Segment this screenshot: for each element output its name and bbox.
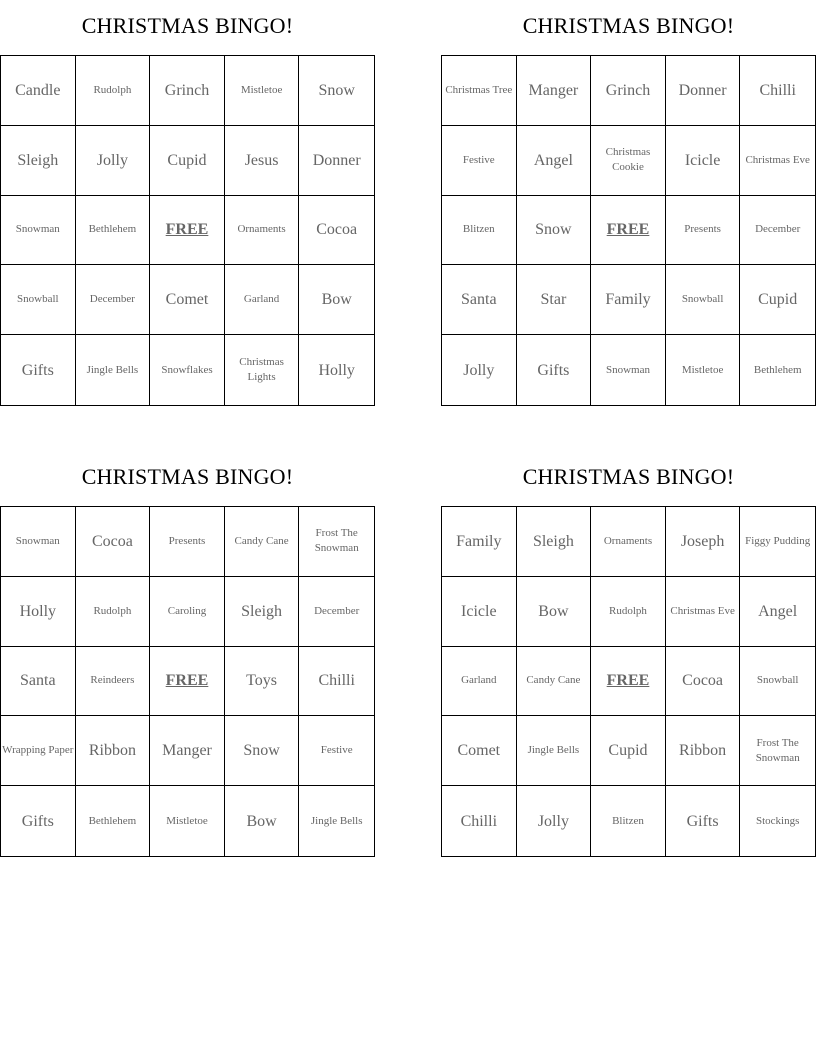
bingo-cell: Snowman [1,196,76,266]
bingo-cell: Santa [442,265,517,335]
bingo-cell: Christmas Eve [666,577,741,647]
bingo-cell: Gifts [1,335,76,405]
card-title: CHRISTMAS BINGO! [522,464,735,489]
bingo-cell: Reindeers [76,647,151,717]
card-title: CHRISTMAS BINGO! [81,464,294,489]
bingo-cell: Caroling [150,577,225,647]
bingo-cell: Snow [225,716,300,786]
bingo-cell: December [299,577,374,647]
bingo-cell: Candy Cane [517,647,592,717]
bingo-cell: Figgy Pudding [740,507,815,577]
bingo-cell: Sleigh [517,507,592,577]
bingo-cell: Rudolph [76,577,151,647]
bingo-cell: Joseph [666,507,741,577]
bingo-cell: Ribbon [76,716,151,786]
bingo-cell: Christmas Eve [740,126,815,196]
free-space-cell: FREE [591,647,666,717]
bingo-cell: Mistletoe [150,786,225,856]
bingo-cell: Snowball [740,647,815,717]
bingo-cell: Stockings [755,814,800,827]
bingo-cell: Christmas Lights [225,335,300,405]
bingo-cell: Jolly [517,786,592,856]
bingo-cell: Jingle Bells [76,335,151,405]
free-space-cell: FREE [150,647,225,717]
bingo-grid [0,55,375,406]
bingo-cell: Bethlehem [76,786,151,856]
bingo-cell: December [76,265,151,335]
free-space-cell: FREE [150,196,225,266]
bingo-cell: Chilli [442,786,517,856]
bingo-cell: Bow [517,577,592,647]
bingo-cell: Angel [517,126,592,196]
bingo-cell: Ornaments [225,196,300,266]
bingo-cell: Toys [225,647,300,717]
bingo-cell: Cupid [591,716,666,786]
bingo-cell: Cupid [150,126,225,196]
bingo-cell: Christmas Cookie [591,126,666,196]
bingo-cell: Festive [442,126,517,196]
bingo-cell: Bow [225,786,300,856]
bingo-cell: Jingle Bells [310,814,363,827]
bingo-cell: Family [442,507,517,577]
card-title: CHRISTMAS BINGO! [522,13,735,38]
bingo-cell: Ornaments [591,507,666,577]
bingo-cell: Candy Cane [225,507,300,577]
bingo-cell: Cocoa [299,196,374,266]
bingo-cell: Blitzen [442,196,517,266]
bingo-cell: Angel [740,577,815,647]
bingo-cell: Bethlehem [76,196,151,266]
bingo-cell: Garland [225,265,300,335]
bingo-cell: Gifts [666,786,741,856]
bingo-cell: Sleigh [225,577,300,647]
bingo-cell: Manger [517,56,592,126]
bingo-cell: Bethlehem [753,363,802,376]
bingo-cell: Festive [299,716,374,786]
bingo-cell: Comet [150,265,225,335]
card-title: CHRISTMAS BINGO! [81,13,294,38]
bingo-cell: Presents [150,507,225,577]
bingo-cell: Donner [299,126,374,196]
bingo-cell: Santa [1,647,76,717]
bingo-cell: Jesus [225,126,300,196]
bingo-cell: Sleigh [1,126,76,196]
bingo-cell: Gifts [517,335,592,405]
bingo-cell: Holly [318,361,355,379]
bingo-cell: Presents [666,196,741,266]
bingo-cell: Frost The Snowman [299,507,374,577]
bingo-cell: December [740,196,815,266]
bingo-cell: Star [517,265,592,335]
bingo-cell: Snow [299,56,374,126]
bingo-cell: Jingle Bells [517,716,592,786]
bingo-cell: Mistletoe [666,335,741,405]
bingo-grid [441,506,816,857]
bingo-cell: Manger [150,716,225,786]
bingo-cell: Jolly [442,335,517,405]
bingo-cell: Ribbon [666,716,741,786]
bingo-cell: Chilli [740,56,815,126]
bingo-cell: Icicle [666,126,741,196]
bingo-cell: Snowball [1,265,76,335]
bingo-cell: Comet [442,716,517,786]
bingo-cell: Snowball [666,265,741,335]
free-space-cell: FREE [591,196,666,266]
bingo-cell: Grinch [150,56,225,126]
bingo-cell: Garland [442,647,517,717]
bingo-cell: Blitzen [591,786,666,856]
bingo-cell: Bow [299,265,374,335]
bingo-cell: Christmas Tree [442,56,517,126]
bingo-cell: Donner [666,56,741,126]
bingo-cell: Snowman [591,335,666,405]
bingo-cell: Grinch [591,56,666,126]
bingo-cell: Chilli [299,647,374,717]
bingo-cell: Gifts [1,786,76,856]
bingo-cell: Rudolph [591,577,666,647]
bingo-cell: Cupid [740,265,815,335]
bingo-cell: Cocoa [76,507,151,577]
bingo-cell: Frost The Snowman [740,716,815,786]
bingo-grid [441,55,816,406]
bingo-cell: Snow [517,196,592,266]
bingo-cell: Icicle [442,577,517,647]
bingo-cell: Family [591,265,666,335]
bingo-cell: Candle [1,56,76,126]
bingo-cell: Cocoa [666,647,741,717]
bingo-cell: Rudolph [76,56,151,126]
bingo-cell: Jolly [76,126,151,196]
bingo-cell: Snowflakes [150,335,225,405]
bingo-cell: Wrapping Paper [1,716,76,786]
bingo-cell: Mistletoe [225,56,300,126]
bingo-grid [0,506,375,857]
bingo-cell: Snowman [1,507,76,577]
bingo-cell: Holly [1,577,76,647]
